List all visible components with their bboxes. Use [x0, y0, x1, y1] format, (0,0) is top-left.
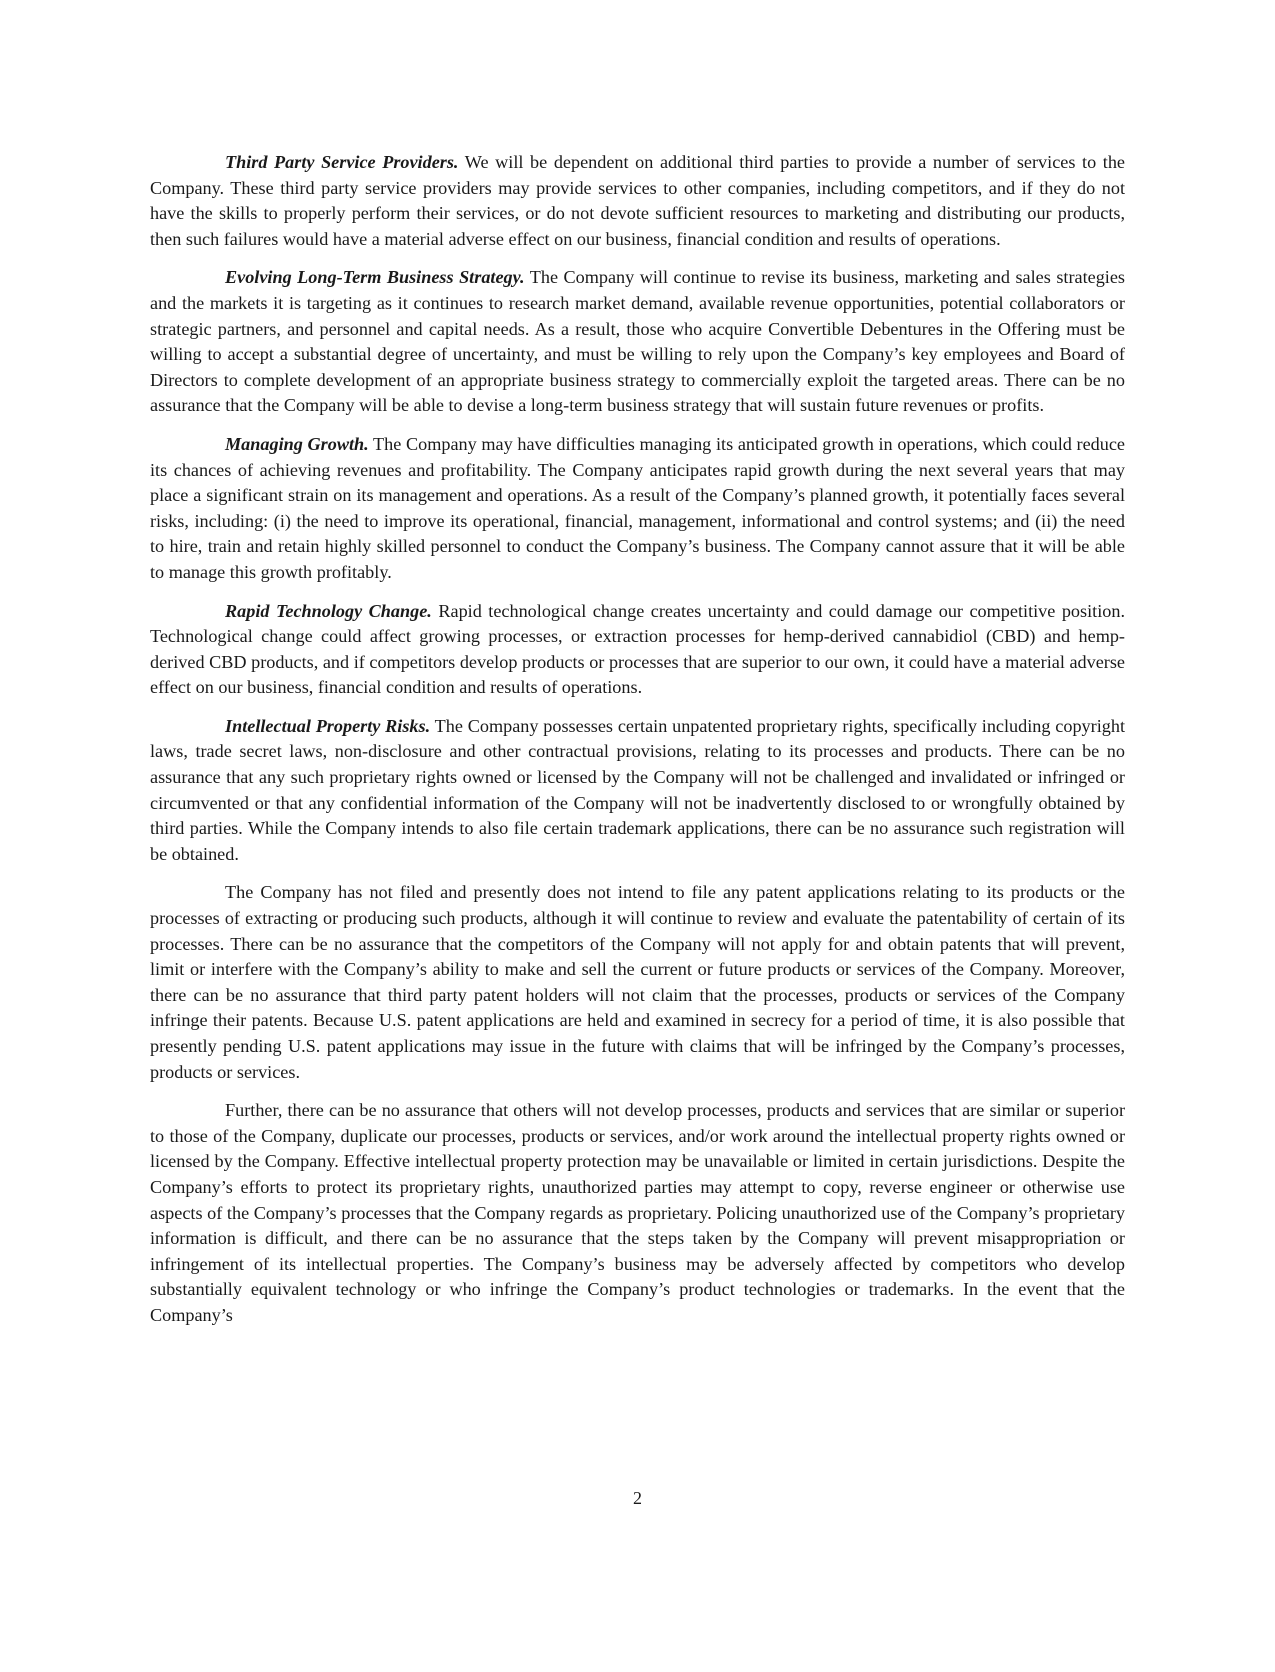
paragraph-patent-applications	[150, 880, 1125, 1085]
paragraph-text: The Company will continue to revise its business, marketing and sales strategies and the markets it is targeting as it continues to research market demand, available revenue opportunities, potential collaborators or strategic partners, and personnel and capital needs. As a result, those who acquire Convertible Debentures in the Offering must be willing to accept a substantial degree of uncertainty, and must be willing to rely upon the Company’s key employees and Board of Directors to complete development of an appropriate business strategy to commercially exploit the targeted areas. There can be no assurance that the Company will be able to devise a long-term business strategy that will sustain future revenues or profits.	[150, 267, 1125, 416]
paragraph-third-party-service-providers	[150, 150, 1125, 252]
paragraph-text: The Company possesses certain unpatented proprietary rights, specifically including copyright laws, trade secret laws, non-disclosure and other contractual provisions, relating to its processes and products. There can be no assurance that any such proprietary rights owned or licensed by the Company will not be challenged and invalidated or infringed or circumvented or that any confidential information of the Company will not be inadvertently disclosed to or wrongfully obtained by third parties. While the Company intends to also file certain trademark applications, there can be no assurance such registration will be obtained.	[150, 715, 1126, 864]
paragraph-managing-growth	[150, 432, 1125, 586]
paragraph-rapid-technology-change	[150, 599, 1125, 701]
paragraph-text: The Company has not filed and presently does not intend to file any patent applications relating to its products or the processes of extracting or producing such products, although it will continue to review and evaluate the patentability of certain of its processes. There can be no assurance that the competitors of the Company will not apply for and obtain patents that will prevent, limit or interfere with the Company’s ability to make and sell the current or future products or services of the Company. Moreover, there can be no assurance that third party patent holders will not claim that the processes, products or services of the Company infringe their patents. Because U.S. patent applications are held and examined in secrecy for a period of time, it is also possible that presently pending U.S. patent applications may issue in the future with claims that will be infringed by the Company’s processes, products or services.	[150, 882, 1125, 1082]
paragraph-heading: Rapid Technology Change.	[225, 600, 432, 621]
paragraph-text: Further, there can be no assurance that others will not develop processes, products and services that are similar or superior to those of the Company, duplicate our processes, products or services, and/or work around the intellectual property rights owned or licensed by the Company. Effective intellectual property protection may be unavailable or limited in certain jurisdictions. Despite the Company’s efforts to protect its proprietary rights, unauthorized parties may attempt to copy, reverse engineer or otherwise use aspects of the Company’s processes that the Company regards as proprietary. Policing unauthorized use of the Company’s proprietary information is difficult, and there can be no assurance that the steps taken by the Company will prevent misappropriation or infringement of its intellectual properties. The Company’s business may be adversely affected by competitors who develop substantially equivalent technology or who infringe the Company’s product technologies or trademarks. In the event that the Company’s	[150, 1100, 1125, 1325]
page-number: 2	[633, 1488, 642, 1508]
body-text	[150, 150, 1125, 1342]
paragraph-text: The Company may have difficulties managing its anticipated growth in operations, which could reduce its chances of achieving revenues and profitability. The Company anticipates rapid growth during the next several years that may place a significant strain on its management and operations. As a result of the Company’s planned growth, it potentially faces several risks, including: (i) the need to improve its operational, financial, management, informational and control systems; and (ii) the need to hire, train and retain highly skilled personnel to conduct the Company’s business. The Company cannot assure that it will be able to manage this growth profitably.	[150, 433, 1126, 582]
paragraph-heading: Evolving Long-Term Business Strategy.	[225, 267, 525, 288]
paragraph-evolving-business-strategy	[150, 265, 1125, 419]
paragraph-heading: Third Party Service Providers.	[225, 152, 459, 172]
paragraph-heading: Intellectual Property Risks.	[225, 715, 431, 736]
paragraph-competitor-risks	[150, 1098, 1125, 1328]
paragraph-text: Rapid technological change creates uncertainty and could damage our competitive position. Technological change could affect growing processes, or extraction processes for hemp-derived cannabidiol (CBD) and hemp-derived CBD products, and if competitors develop products or processes that are superior to our own, it could have a material adverse effect on our business, financial condition and results of operations.	[150, 600, 1126, 698]
paragraph-intellectual-property-risks	[150, 714, 1125, 868]
paragraph-text: We will be dependent on additional third parties to provide a number of services to the Company. These third party service providers may provide services to other companies, including competitors, and if they do not have the skills to properly perform their services, or do not devote sufficient resources to marketing and distributing our products, then such failures would have a material adverse effect on our business, financial condition and results of operations.	[150, 152, 1126, 249]
paragraph-heading: Managing Growth.	[225, 433, 369, 454]
